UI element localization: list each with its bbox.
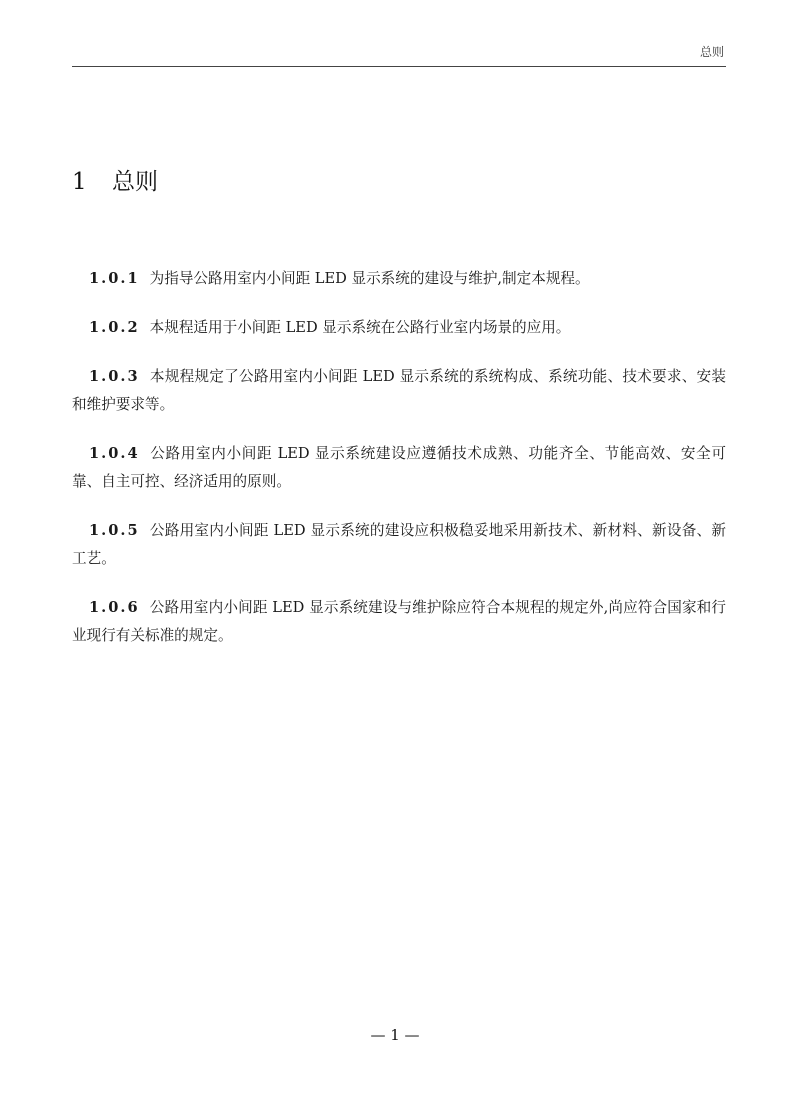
clause-number: 1.0.2 xyxy=(89,319,140,336)
clause-text: 为指导公路用室内小间距 LED 显示系统的建设与维护,制定本规程。 xyxy=(149,270,590,287)
chapter-heading xyxy=(72,163,158,196)
clause-1-0-2 xyxy=(72,314,726,342)
clause-1-0-1 xyxy=(72,265,726,293)
running-head: 总则 xyxy=(699,45,724,59)
header-rule xyxy=(72,66,726,67)
clause-number: 1.0.4 xyxy=(89,445,140,462)
chapter-title: 总则 xyxy=(112,169,158,195)
clause-number: 1.0.3 xyxy=(89,368,140,385)
clause-number: 1.0.5 xyxy=(89,522,140,539)
clause-text: 公路用室内小间距 LED 显示系统建设与维护除应符合本规程的规定外,尚应符合国家和行业现行有关标准的规定。 xyxy=(72,599,726,644)
chapter-number: 1 xyxy=(72,169,87,195)
clause-1-0-6 xyxy=(72,594,726,650)
clause-1-0-5 xyxy=(72,517,726,573)
clause-1-0-4 xyxy=(72,440,726,496)
clause-text: 本规程规定了公路用室内小间距 LED 显示系统的系统构成、系统功能、技术要求、安装和维护要求等。 xyxy=(72,368,726,413)
clause-text: 公路用室内小间距 LED 显示系统的建设应积极稳妥地采用新技术、新材料、新设备、新工艺。 xyxy=(72,522,726,567)
clause-text: 公路用室内小间距 LED 显示系统建设应遵循技术成熟、功能齐全、节能高效、安全可靠、自主可控、经济适用的原则。 xyxy=(72,445,726,490)
clause-1-0-3 xyxy=(72,363,726,419)
page-number: — 1 — xyxy=(370,1026,420,1044)
clause-list xyxy=(72,265,726,671)
clause-number: 1.0.1 xyxy=(89,270,140,287)
clause-text: 本规程适用于小间距 LED 显示系统在公路行业室内场景的应用。 xyxy=(149,319,571,336)
clause-number: 1.0.6 xyxy=(89,599,140,616)
